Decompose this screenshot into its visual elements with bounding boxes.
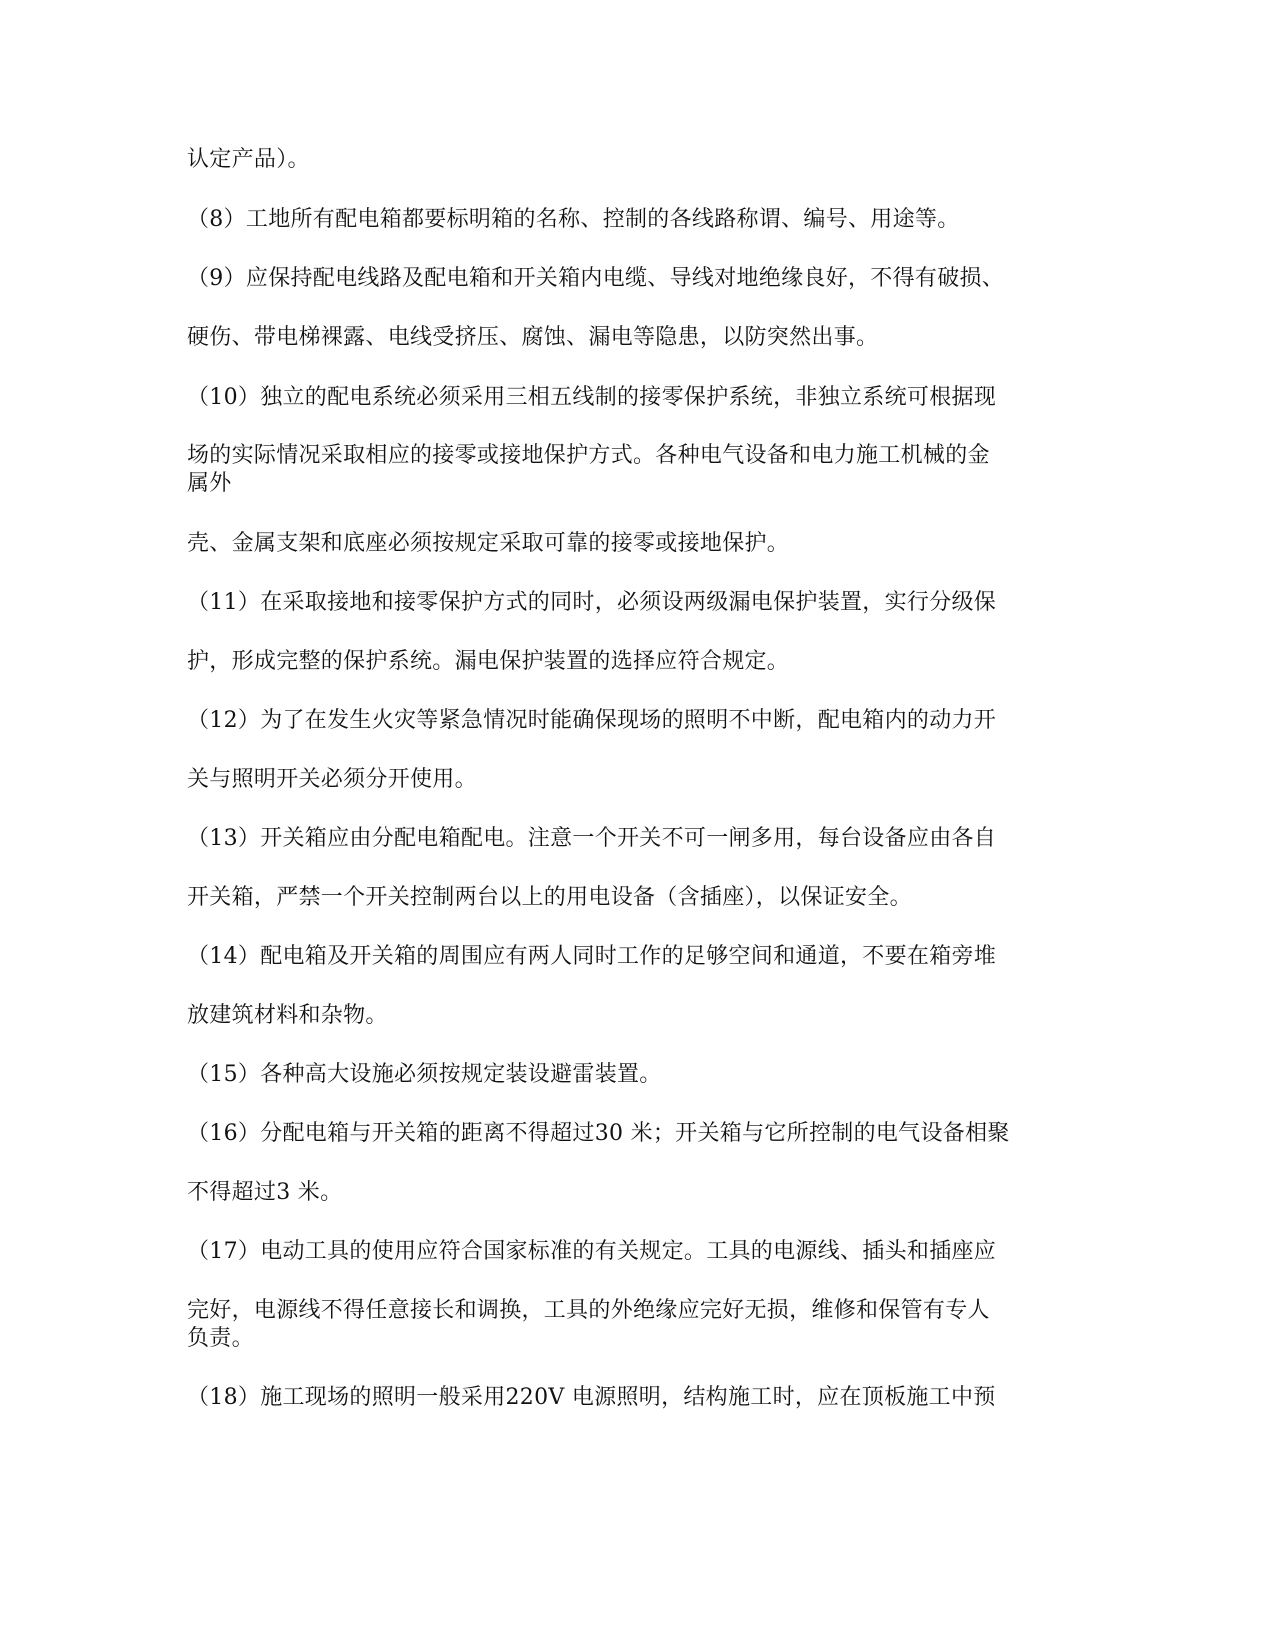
text-line: 属外 [187,471,232,496]
text-line: 关与照明开关必须分开使用。 [187,767,477,792]
text-line: （13）开关箱应由分配电箱配电。注意一个开关不可一闸多用，每台设备应由各自 [187,826,997,851]
text-line: 负责。 [187,1326,254,1351]
text-line: （16）分配电箱与开关箱的距离不得超过30 米；开关箱与它所控制的电气设备相聚 [187,1121,1010,1146]
text-line: 认定产品）。 [187,147,310,172]
text-line: 护，形成完整的保护系统。漏电保护装置的选择应符合规定。 [187,649,790,674]
text-line: （17）电动工具的使用应符合国家标准的有关规定。工具的电源线、插头和插座应 [187,1239,997,1264]
text-line: （12）为了在发生火灾等紧急情况时能确保现场的照明不中断，配电箱内的动力开 [187,708,997,733]
text-line: （10）独立的配电系统必须采用三相五线制的接零保护系统，非独立系统可根据现 [187,385,997,410]
text-line: 完好，电源线不得任意接长和调换，工具的外绝缘应完好无损，维修和保管有专人 [187,1298,990,1323]
text-line: 放建筑材料和杂物。 [187,1003,388,1028]
text-line: 硬伤、带电梯裸露、电线受挤压、腐蚀、漏电等隐患，以防突然出事。 [187,325,879,350]
text-line: （15）各种高大设施必须按规定装设避雷装置。 [187,1062,662,1087]
text-line: 开关箱，严禁一个开关控制两台以上的用电设备（含插座），以保证安全。 [187,885,912,910]
text-line: （9）应保持配电线路及配电箱和开关箱内电缆、导线对地绝缘良好，不得有破损、 [187,266,1005,291]
text-line: （18）施工现场的照明一般采用220V 电源照明，结构施工时，应在顶板施工中预 [187,1385,996,1410]
text-line: （11）在采取接地和接零保护方式的同时，必须设两级漏电保护装置，实行分级保 [187,590,997,615]
text-line: 不得超过3 米。 [187,1180,343,1205]
text-line: （8）工地所有配电箱都要标明箱的名称、控制的各线路称谓、编号、用途等。 [187,207,960,232]
text-line: （14）配电箱及开关箱的周围应有两人同时工作的足够空间和通道，不要在箱旁堆 [187,944,997,969]
text-line: 场的实际情况采取相应的接零或接地保护方式。各种电气设备和电力施工机械的金 [187,443,990,468]
text-line: 壳、金属支架和底座必须按规定采取可靠的接零或接地保护。 [187,531,790,556]
